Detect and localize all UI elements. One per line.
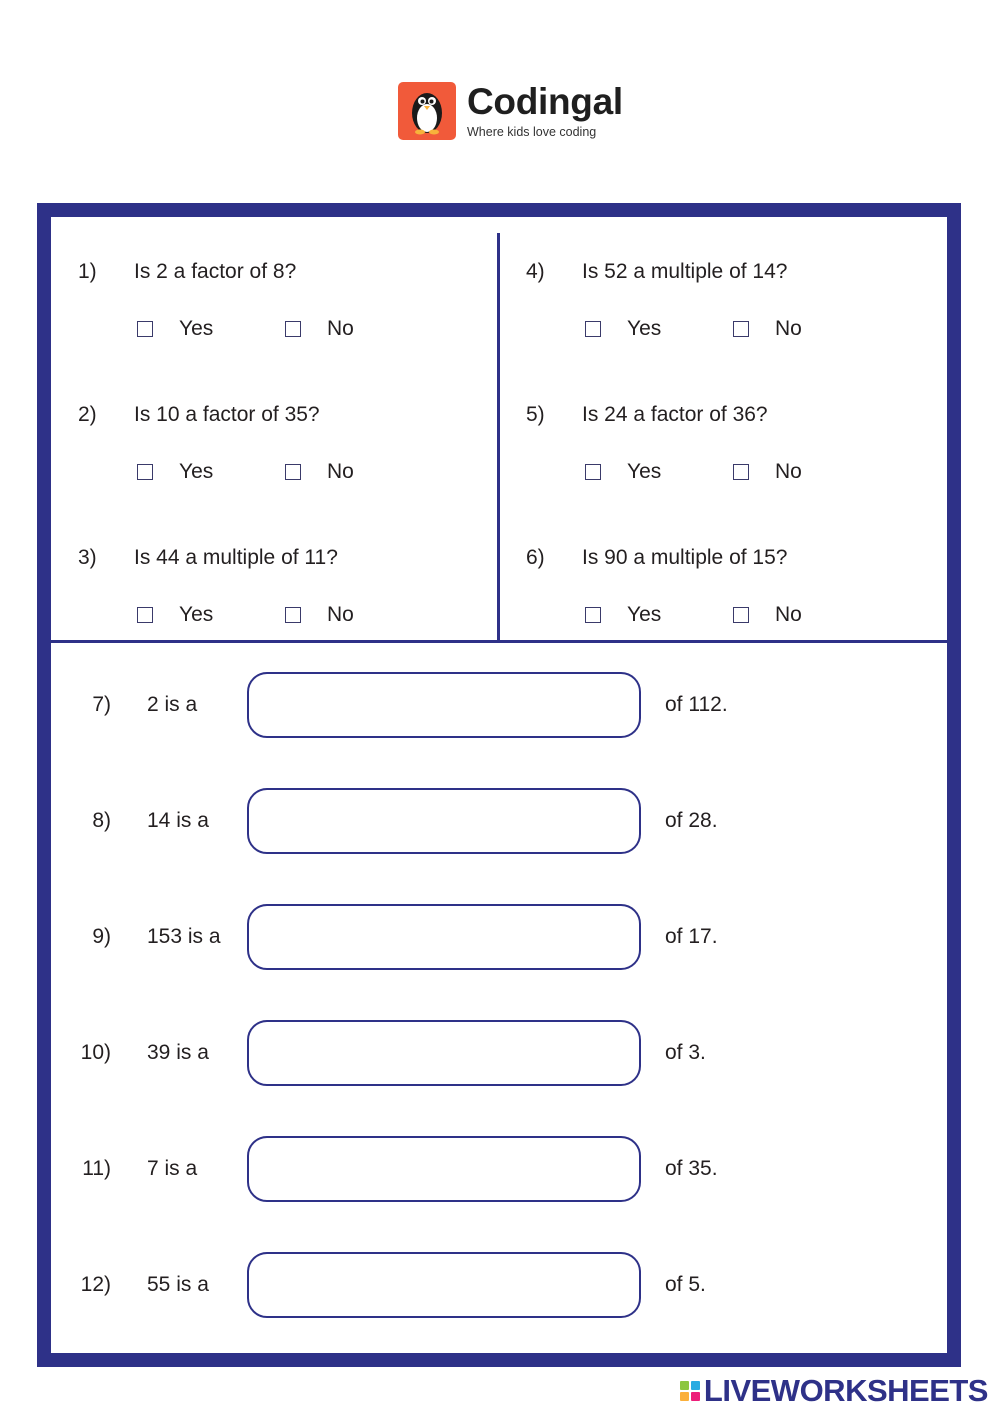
yes-label: Yes [627,317,662,340]
statement-start: 14 is a [147,809,209,832]
brand-name: Codingal [467,80,623,122]
answer-box[interactable] [247,1252,641,1318]
answer-box[interactable] [247,1020,641,1086]
question-number: 7) [92,693,111,716]
statement-start: 39 is a [147,1041,209,1064]
question-6 [526,545,946,645]
yes-checkbox[interactable] [585,464,601,480]
question-3 [78,545,498,645]
question-2 [78,402,498,502]
question-number: 3) [78,546,97,569]
no-checkbox[interactable] [733,607,749,623]
no-checkbox[interactable] [733,464,749,480]
yes-label: Yes [179,603,214,626]
no-label: No [327,317,354,340]
no-checkbox[interactable] [285,607,301,623]
no-label: No [327,603,354,626]
answer-box[interactable] [247,1136,641,1202]
question-number: 4) [526,260,545,283]
brand-tagline: Where kids love coding [467,124,597,139]
no-option[interactable] [285,459,354,485]
question-9 [51,904,947,972]
yes-checkbox[interactable] [137,321,153,337]
yes-option[interactable] [585,316,661,342]
question-text: Is 52 a multiple of 14? [582,260,788,283]
yes-option[interactable] [137,602,213,628]
no-label: No [775,317,802,340]
question-text: Is 24 a factor of 36? [582,403,768,426]
question-text: Is 44 a multiple of 11? [134,546,338,569]
question-number: 1) [78,260,97,283]
statement-end: of 28. [665,809,718,832]
codingal-logo [398,82,623,140]
yes-checkbox[interactable] [585,607,601,623]
statement-start: 2 is a [147,693,198,716]
answer-box[interactable] [247,788,641,854]
worksheet-frame [37,203,961,1367]
question-5 [526,402,946,502]
no-checkbox[interactable] [285,464,301,480]
question-11 [51,1136,947,1204]
question-1 [78,259,498,359]
yes-option[interactable] [585,602,661,628]
yes-checkbox[interactable] [137,607,153,623]
question-number: 12) [80,1273,111,1296]
question-number: 11) [82,1157,111,1180]
no-option[interactable] [733,316,802,342]
question-12 [51,1252,947,1320]
statement-end: of 5. [665,1273,706,1296]
question-number: 9) [92,925,111,948]
question-10 [51,1020,947,1088]
liveworksheets-brand [680,1374,988,1408]
no-checkbox[interactable] [285,321,301,337]
answer-box[interactable] [247,672,641,738]
yes-label: Yes [179,317,214,340]
question-number: 8) [92,809,111,832]
statement-end: of 112. [665,693,728,716]
question-7 [51,672,947,740]
no-option[interactable] [733,459,802,485]
no-label: No [775,603,802,626]
statement-end: of 3. [665,1041,706,1064]
liveworksheets-wordmark: LIVEWORKSHEETS [703,1373,988,1408]
answer-box[interactable] [247,904,641,970]
yes-label: Yes [627,603,662,626]
question-text: Is 10 a factor of 35? [134,403,320,426]
yes-option[interactable] [137,459,213,485]
question-number: 6) [526,546,545,569]
question-4 [526,259,946,359]
yes-label: Yes [627,460,662,483]
no-checkbox[interactable] [733,321,749,337]
no-option[interactable] [285,316,354,342]
question-number: 5) [526,403,545,426]
statement-end: of 17. [665,925,718,948]
question-text: Is 90 a multiple of 15? [582,546,788,569]
yes-checkbox[interactable] [585,321,601,337]
yes-checkbox[interactable] [137,464,153,480]
penguin-icon [398,82,456,140]
no-label: No [327,460,354,483]
question-text: Is 2 a factor of 8? [134,260,297,283]
no-label: No [775,460,802,483]
question-number: 2) [78,403,97,426]
statement-start: 7 is a [147,1157,198,1180]
liveworksheets-logo-icon [680,1381,700,1401]
question-number: 10) [80,1041,111,1064]
yes-option[interactable] [137,316,213,342]
statement-start: 153 is a [147,925,221,948]
statement-start: 55 is a [147,1273,209,1296]
no-option[interactable] [733,602,802,628]
yes-option[interactable] [585,459,661,485]
yes-label: Yes [179,460,214,483]
statement-end: of 35. [665,1157,718,1180]
no-option[interactable] [285,602,354,628]
question-8 [51,788,947,856]
